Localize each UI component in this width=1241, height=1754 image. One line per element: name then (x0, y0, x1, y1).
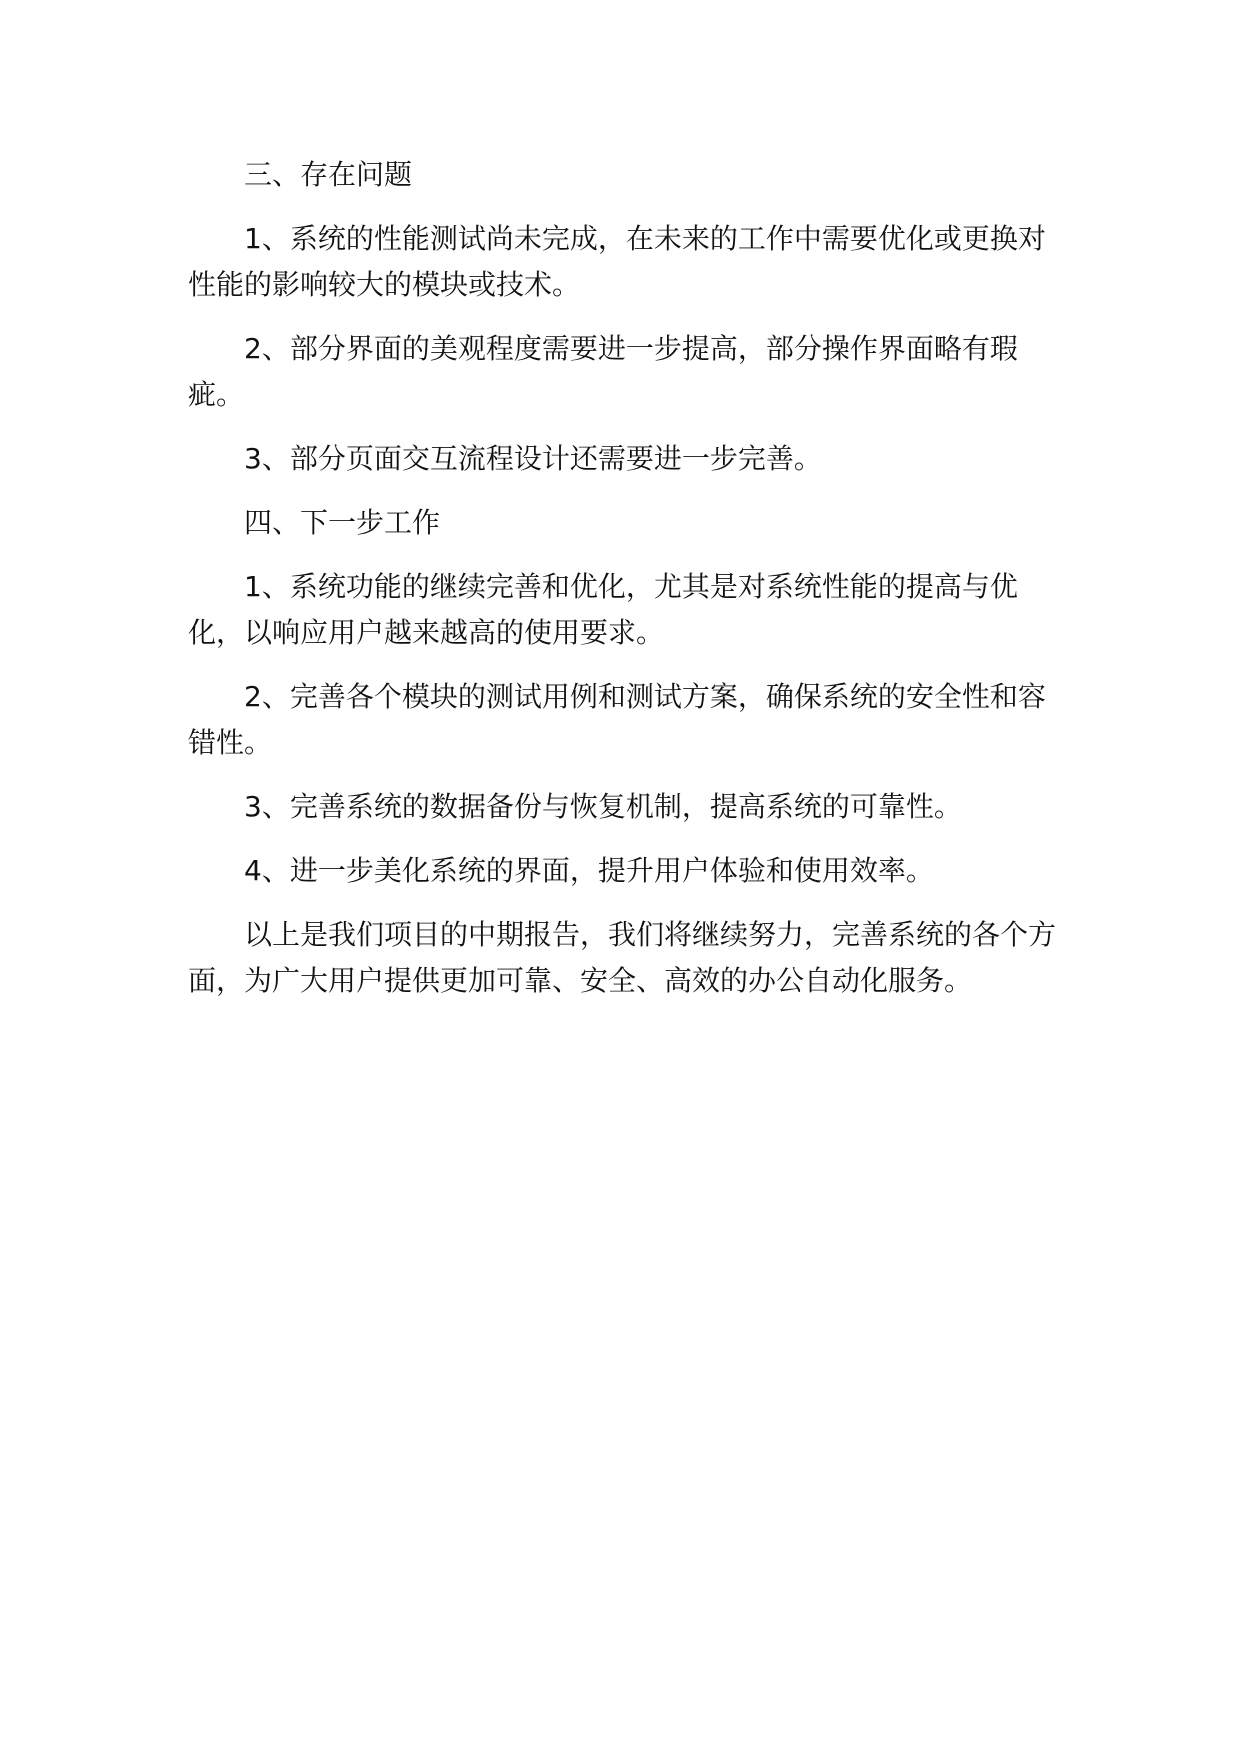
issue-item-2: 2、部分界面的美观程度需要进一步提高，部分操作界面略有瑕疵。 (188, 332, 1018, 411)
next-step-item-2: 2、完善各个模块的测试用例和测试方案，确保系统的安全性和容错性。 (188, 680, 1046, 759)
next-step-item-4: 4、进一步美化系统的界面，提升用户体验和使用效率。 (244, 854, 934, 887)
section-heading-next-steps: 四、下一步工作 (244, 506, 441, 539)
conclusion-paragraph: 以上是我们项目的中期报告，我们将继续努力，完善系统的各个方面，为广大用户提供更加可靠、安全、高效的办公自动化服务。 (188, 918, 1057, 997)
next-step-item-3: 3、完善系统的数据备份与恢复机制，提高系统的可靠性。 (244, 790, 962, 823)
issue-item-1: 1、系统的性能测试尚未完成，在未来的工作中需要优化或更换对性能的影响较大的模块或技术。 (188, 222, 1046, 301)
document-body (188, 152, 1060, 1004)
issue-item-3: 3、部分页面交互流程设计还需要进一步完善。 (244, 442, 822, 475)
next-step-item-1: 1、系统功能的继续完善和优化，尤其是对系统性能的提高与优化，以响应用户越来越高的使用要求。 (188, 570, 1018, 649)
section-heading-issues: 三、存在问题 (244, 158, 413, 191)
